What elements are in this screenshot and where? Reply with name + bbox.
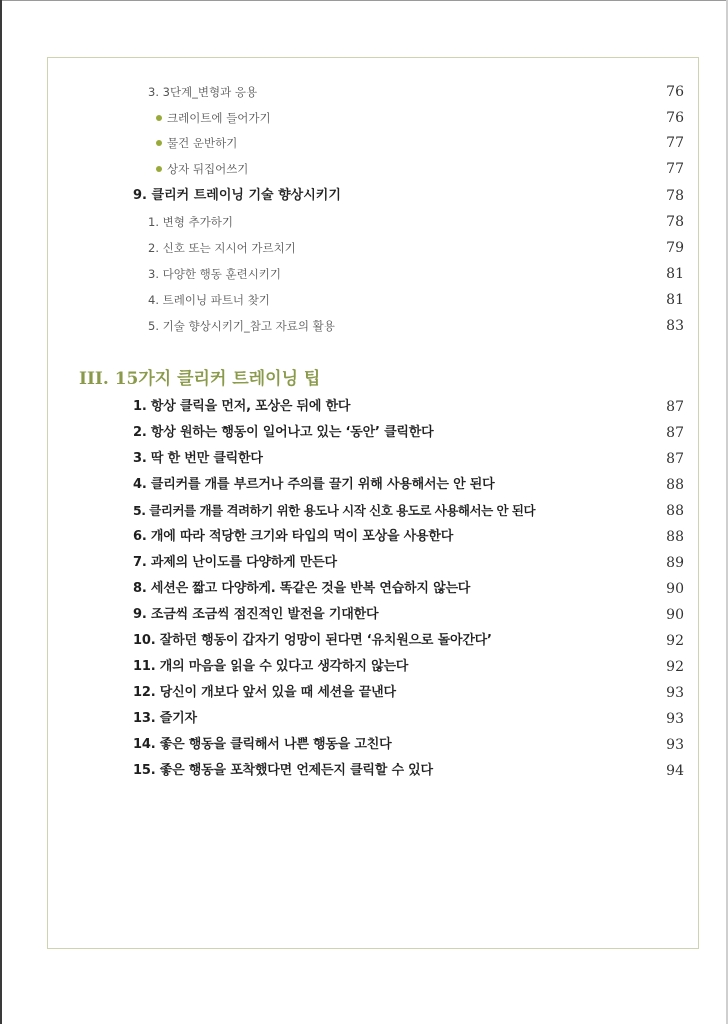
toc-entry	[48, 210, 698, 234]
toc-page-number: 87	[666, 451, 684, 467]
toc-page-number: 93	[666, 685, 684, 701]
toc-entry-label: 2. 항상 원하는 행동이 일어나고 있는 ‘동안’ 클릭한다	[133, 425, 434, 440]
toc-entry-label: 상자 뒤집어쓰기	[167, 162, 249, 176]
toc-entry	[48, 157, 698, 181]
toc-entry-label: 3. 다양한 행동 훈련시키기	[148, 267, 282, 281]
toc-entry-label: 12. 당신이 개보다 앞서 있을 때 세션을 끝낸다	[133, 685, 396, 700]
toc-page-number: 81	[666, 266, 684, 282]
toc-entry	[48, 80, 698, 104]
toc-entry-label: 8. 세션은 짧고 다양하게. 똑같은 것을 반복 연습하지 않는다	[133, 581, 471, 596]
toc-page-number: 77	[666, 135, 684, 151]
toc-page-number: 90	[666, 581, 684, 597]
toc-page-number: 93	[666, 711, 684, 727]
toc-page-number: 89	[666, 555, 684, 571]
toc-tip-entry	[48, 499, 698, 523]
toc-entry	[48, 288, 698, 312]
toc-entry-label: 14. 좋은 행동을 클릭해서 나쁜 행동을 고친다	[133, 737, 392, 752]
toc-tip-entry	[48, 551, 698, 575]
toc-chapter-entry	[48, 184, 698, 208]
toc-page-number: 88	[666, 529, 684, 545]
toc-page-number: 94	[666, 763, 684, 779]
bullet-icon	[156, 115, 162, 121]
toc-page-number: 78	[666, 214, 684, 230]
toc-entry	[48, 236, 698, 260]
toc-tip-entry	[48, 681, 698, 705]
section-heading: III. 15가지 클리커 트레이닝 팁	[79, 369, 321, 389]
toc-tip-entry	[48, 629, 698, 653]
toc-tip-entry	[48, 603, 698, 627]
toc-tip-entry	[48, 473, 698, 497]
toc-page-number: 88	[666, 503, 684, 519]
toc-page-number: 78	[666, 188, 684, 204]
toc-page-number: 90	[666, 607, 684, 623]
toc-entry-label: 3. 딱 한 번만 클릭한다	[133, 451, 263, 466]
toc-page-number: 87	[666, 425, 684, 441]
toc-entry-label: 3. 3단계_변형과 응용	[148, 85, 258, 99]
toc-entry	[48, 314, 698, 338]
scan-edge-left	[0, 0, 2, 1024]
toc-tip-entry	[48, 655, 698, 679]
toc-tip-entry	[48, 447, 698, 471]
toc-entry-label: 4. 클리커를 개를 부르거나 주의를 끌기 위해 사용해서는 안 된다	[133, 477, 495, 492]
bullet-icon	[156, 166, 162, 172]
toc-page-number: 92	[666, 633, 684, 649]
toc-entry-label: 7. 과제의 난이도를 다양하게 만든다	[133, 555, 337, 570]
toc-page-number: 93	[666, 737, 684, 753]
toc-entry-label: 9. 조금씩 조금씩 점진적인 발전을 기대한다	[133, 607, 379, 622]
toc-entry	[48, 106, 698, 130]
toc-page-number: 76	[666, 84, 684, 100]
toc-tip-entry	[48, 733, 698, 757]
toc-entry-label: 10. 잘하던 행동이 갑자기 엉망이 된다면 ‘유치원으로 돌아간다’	[133, 633, 492, 648]
toc-tip-entry	[48, 707, 698, 731]
toc-page-number: 87	[666, 399, 684, 415]
toc-entry-label: 9. 클리커 트레이닝 기술 향상시키기	[133, 188, 341, 203]
toc-entry-label: 5. 기술 향상시키기_참고 자료의 활용	[148, 319, 335, 333]
toc-tip-entry	[48, 577, 698, 601]
toc-entry-label: 6. 개에 따라 적당한 크기와 타입의 먹이 포상을 사용한다	[133, 529, 454, 544]
toc-page-number: 81	[666, 292, 684, 308]
toc-entry-label: 1. 항상 클릭을 먼저, 포상은 뒤에 한다	[133, 399, 351, 414]
scan-edge-top	[0, 0, 728, 1]
toc-entry-label: 15. 좋은 행동을 포착했다면 언제든지 클릭할 수 있다	[133, 763, 433, 778]
bullet-icon	[156, 140, 162, 146]
page-frame	[47, 57, 699, 949]
toc-entry	[48, 262, 698, 286]
toc-page-number: 79	[666, 240, 684, 256]
toc-page-number: 76	[666, 110, 684, 126]
toc-page-number: 92	[666, 659, 684, 675]
toc-entry-label: 4. 트레이닝 파트너 찾기	[148, 293, 270, 307]
toc-entry-label: 1. 변형 추가하기	[148, 215, 233, 229]
toc-entry-label: 물건 운반하기	[167, 136, 238, 150]
toc-entry	[48, 131, 698, 155]
toc-entry-label: 11. 개의 마음을 읽을 수 있다고 생각하지 않는다	[133, 659, 409, 674]
toc-tip-entry	[48, 759, 698, 783]
toc-tip-entry	[48, 395, 698, 419]
toc-page-number: 77	[666, 161, 684, 177]
toc-page-number: 88	[666, 477, 684, 493]
toc-entry-label: 5. 클리커를 개를 격려하기 위한 용도나 시작 신호 용도로 사용해서는 안 된다	[133, 503, 536, 518]
toc-tip-entry	[48, 421, 698, 445]
toc-entry-label: 크레이트에 들어가기	[167, 111, 271, 125]
toc-entry-label: 13. 즐기자	[133, 711, 197, 726]
toc-tip-entry	[48, 525, 698, 549]
toc-page-number: 83	[666, 318, 684, 334]
toc-entry-label: 2. 신호 또는 지시어 가르치기	[148, 241, 296, 255]
